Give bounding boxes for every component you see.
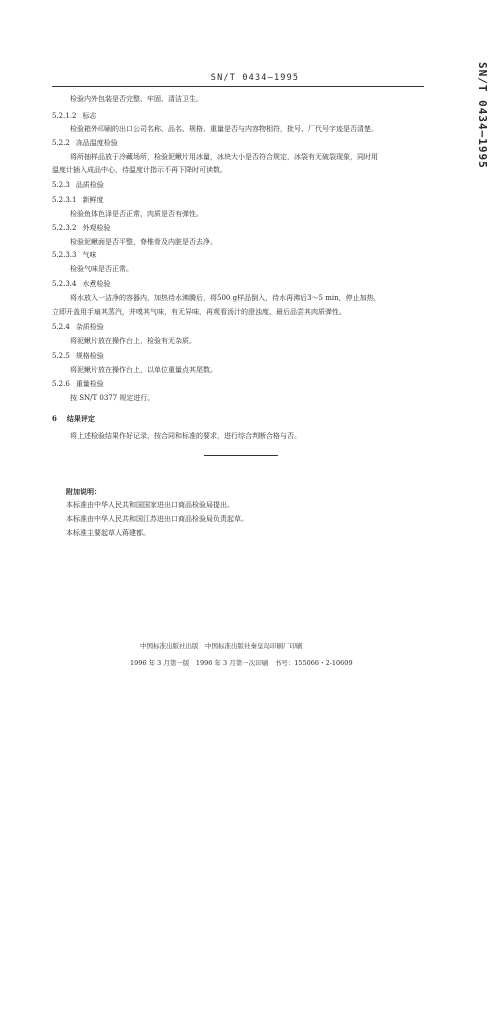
section-heading (52, 251, 97, 260)
section-heading (52, 112, 97, 121)
section-title: 结果评定 (66, 414, 95, 423)
section-number: 5.2.3.3 (52, 251, 77, 259)
body-line: 将水放入一洁净的容器内，加热待水沸腾后，将500 g样品倒入，待水再沸后3～5 min，停止加热， (70, 294, 381, 302)
section-heading (52, 280, 111, 289)
section-heading (52, 414, 95, 423)
section-number: 5.2.4 (52, 323, 70, 331)
section-heading (52, 224, 111, 233)
section-title: 标志 (82, 112, 97, 120)
notes-title: 附加说明： (66, 487, 101, 496)
section-number: 5.2.1.2 (52, 112, 77, 120)
section-heading (52, 196, 104, 205)
section-number: 5.2.2 (52, 139, 70, 147)
body-line: 检验鱼体色泽是否正常，肉质是否有弹性。 (70, 210, 203, 218)
section-number: 5.2.3.1 (52, 196, 77, 204)
section-title: 规格检验 (75, 352, 104, 360)
print-info-line: 1996 年 3 月第一版 1996 年 3 月第一次印刷 书号：155066・2-10609 (130, 659, 353, 667)
section-title: 品质检验 (75, 181, 104, 189)
note-line: 本标准由中华人民共和国江苏进出口商品检验局负责起草。 (66, 515, 248, 523)
section-title: 杂质检验 (75, 323, 104, 331)
body-line: 按 SN/T 0377 规定进行。 (70, 394, 155, 402)
section-title: 水煮检验 (82, 280, 111, 288)
section-number: 5.2.3.4 (52, 280, 77, 288)
body-line: 温度计插入成品中心，待温度计指示不再下降时可读数。 (52, 166, 227, 174)
section-number: 5.2.5 (52, 352, 70, 360)
body-line: 检验内外包装是否完整、牢固、清洁卫生。 (70, 95, 203, 103)
body-line: 检验泥鳅面是否平整，脊椎骨及内脏是否去净。 (70, 238, 217, 246)
section-number: 5.2.3.2 (52, 224, 77, 232)
end-rule (204, 455, 278, 456)
section-heading (52, 323, 104, 332)
section-number: 5.2.6 (52, 380, 70, 388)
section-title: 新鲜度 (82, 196, 104, 204)
section-heading (52, 181, 104, 190)
section-number: 6 (52, 414, 57, 423)
section-title: 外观检验 (82, 224, 111, 232)
body-line: 将泥鳅片放在操作台上，检验有无杂质。 (70, 337, 196, 345)
section-heading (52, 380, 104, 389)
section-title: 气味 (82, 251, 97, 259)
section-heading (52, 352, 104, 361)
body-line: 将所抽样品放于冷藏场所，检验泥鳅片用冰量，冰块大小是否符合规定，冰袋有无破裂现象，同时用 (70, 153, 378, 161)
body-line: 立即开盖用手扇其蒸汽，并嗅其气味，有无异味，再观看汤汁的澄浊度，最后品尝其肉质弹性。 (52, 308, 346, 316)
section-title: 冻品温度检验 (75, 139, 118, 147)
body-line: 检验箱外印刷的出口公司名称、品名、规格、重量是否与内容物相符，批号、厂代号字迹是否清楚。 (70, 125, 378, 133)
body-line: 检验气味是否正常。 (70, 265, 133, 273)
section-heading (52, 139, 118, 148)
section-number: 5.2.3 (52, 181, 70, 189)
side-standard-code: SN/T 0434—1995 (476, 62, 489, 169)
header-rule (52, 86, 424, 87)
body-line: 将泥鳅片放在操作台上，以单位重量点其尾数。 (70, 366, 217, 374)
section-title: 重量检验 (75, 380, 104, 388)
header-standard-code: SN/T 0434—1995 (210, 73, 300, 83)
body-line: 将上述检验结果作好记录，按合同和标准的要求，进行综合判断合格与否。 (70, 432, 301, 440)
note-line: 本标准由中华人民共和国国家进出口商品检验局提出。 (66, 501, 234, 509)
note-line: 本标准主要起草人蒋建都。 (66, 529, 150, 537)
publisher-line: 中国标准出版社出版 中国标准出版社秦皇岛印刷厂印刷 (140, 642, 303, 650)
